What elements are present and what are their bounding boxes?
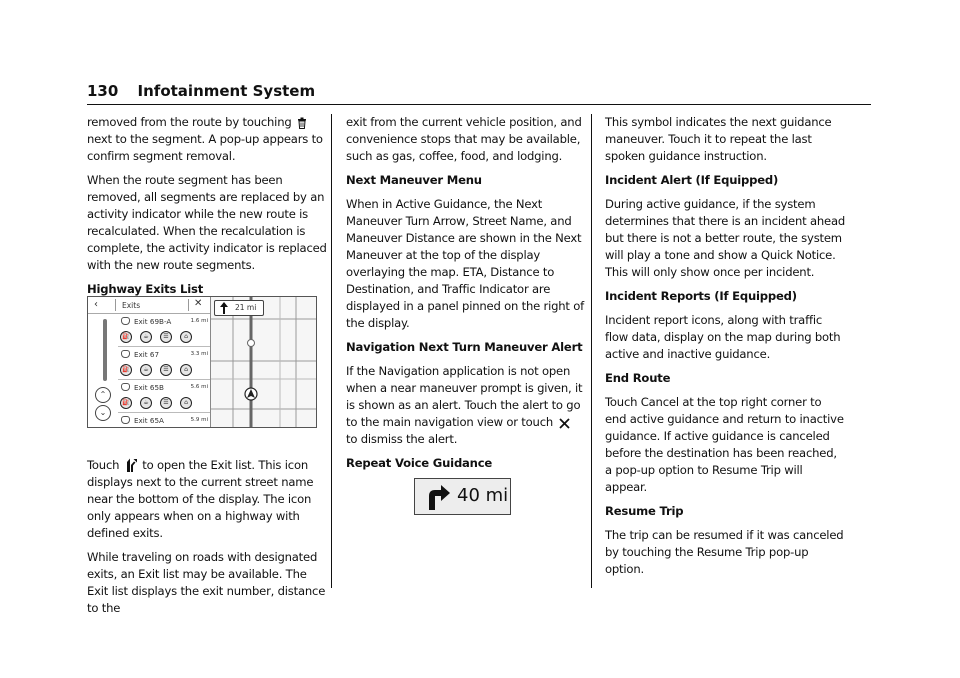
map-view[interactable]: [211, 297, 316, 427]
trash-icon: [297, 117, 307, 129]
exit-name-text: Exit 65B: [134, 383, 164, 392]
paragraph-incident-alert: During active guidance, if the system determines that there is an incident ahead but there is not a better route, the system will play a tone and show a Quick Notice. This will only show once per incident.: [605, 197, 846, 279]
text: If the Navigation application is not open when a near maneuver prompt is given, it is shown as an alert. Touch the alert to go to the main navigation view or touch: [346, 364, 583, 429]
heading-next-maneuver: Next Maneuver Menu: [346, 173, 482, 187]
paragraph-exit-info: exit from the current vehicle position, and convenience stops that may be available, such as gas, coffee, food, and lodging.: [346, 115, 582, 163]
exit-row[interactable]: [118, 413, 210, 428]
lodging-icon[interactable]: ⌂: [180, 364, 192, 376]
paragraph-incident-reports: Incident report icons, along with traffic flow data, display on the map during both active and inactive guidance.: [605, 313, 841, 361]
exit-row[interactable]: [118, 380, 210, 413]
header-rule: [87, 104, 871, 105]
paragraph-alert: [346, 363, 586, 448]
exit-list-title: Exits: [122, 301, 141, 310]
exit-name-text: Exit 67: [134, 350, 160, 359]
column-2: [346, 114, 586, 479]
text: next to the segment. A pop-up appears to confirm segment removal.: [87, 132, 323, 163]
food-icon[interactable]: ☰: [160, 397, 172, 409]
close-icon[interactable]: ✕: [194, 298, 203, 309]
paragraph-resume-trip: The trip can be resumed if it was canceled by touching the Resume Trip pop-up option.: [605, 528, 844, 576]
heading-resume-trip: Resume Trip: [605, 504, 684, 518]
exit-name-text: Exit 65A: [134, 416, 164, 425]
coffee-icon[interactable]: ☕: [140, 364, 152, 376]
map-roads: [211, 297, 316, 427]
exit-name: [121, 383, 164, 392]
paragraph-touch-exit: [87, 457, 327, 542]
exit-list-header: [88, 297, 210, 314]
exit-name: [121, 350, 159, 359]
text: to open the Exit list. This icon displays next to the current street name near the bottom of the display. The icon only appears when on a highway with defined exits.: [87, 458, 314, 540]
text: Touch: [87, 458, 120, 472]
exit-distance: 5.9 mi: [190, 417, 208, 423]
column-divider-2: [591, 114, 592, 588]
paragraph-exit-list: While traveling on roads with designated exits, an Exit list may be available. The Exit list displays the exit number, distance to the: [87, 550, 326, 615]
gas-icon[interactable]: ⛽: [120, 331, 132, 343]
exit-icon: [125, 458, 137, 472]
lodging-icon[interactable]: ⌂: [180, 397, 192, 409]
paragraph-active-guidance: When in Active Guidance, the Next Maneuver Turn Arrow, Street Name, and Maneuver Distance are shown in the Next Maneuver at the top of the display overlaying the map. ETA, Distance to Destination, and Traffic Indicator are displayed in a panel pinned on the right of the display.: [346, 197, 585, 330]
next-turn-button[interactable]: [414, 478, 511, 515]
exits-screenshot: [87, 296, 317, 428]
exit-list-panel: [88, 297, 211, 427]
scrollbar[interactable]: [103, 319, 107, 381]
section-title: Infotainment System: [137, 82, 316, 100]
exit-name: [121, 416, 164, 425]
coffee-icon[interactable]: ☕: [140, 331, 152, 343]
exit-pin-icon: [121, 383, 130, 391]
exit-pin-icon: [121, 317, 130, 325]
exit-name: [121, 317, 171, 326]
paragraph-symbol: This symbol indicates the next guidance maneuver. Touch it to repeat the last spoken guidance instruction.: [605, 115, 832, 163]
heading-end-route: End Route: [605, 371, 671, 385]
food-icon[interactable]: ☰: [160, 364, 172, 376]
exit-name-text: Exit 69B-A: [134, 317, 172, 326]
exit-distance: 1.6 mi: [190, 318, 208, 324]
exit-distance: 3.3 mi: [190, 351, 208, 357]
heading-incident-alert: Incident Alert (If Equipped): [605, 173, 779, 187]
heading-highway-exits: Highway Exits List: [87, 282, 204, 296]
turn-right-arrow-icon: [423, 483, 453, 511]
exit-pin-icon: [121, 350, 130, 358]
page-number: 130: [87, 82, 119, 100]
heading-turn-alert: Navigation Next Turn Maneuver Alert: [346, 340, 583, 354]
next-maneuver-distance[interactable]: [214, 300, 264, 316]
distance-text: 21 mi: [235, 303, 257, 312]
paragraph-segment-removal: [87, 114, 327, 165]
food-icon[interactable]: ☰: [160, 331, 172, 343]
exit-pin-icon: [121, 416, 130, 424]
coffee-icon[interactable]: ☕: [140, 397, 152, 409]
exit-row[interactable]: [118, 314, 210, 347]
gas-icon[interactable]: ⛽: [120, 397, 132, 409]
exit-distance: 5.6 mi: [190, 384, 208, 390]
text: removed from the route by touching: [87, 115, 292, 129]
lodging-icon[interactable]: ⌂: [180, 331, 192, 343]
heading-repeat-voice: Repeat Voice Guidance: [346, 456, 493, 470]
page-header: [87, 82, 315, 100]
divider: [115, 299, 116, 311]
exit-row[interactable]: [118, 347, 210, 380]
text: to dismiss the alert.: [346, 432, 458, 446]
gas-icon[interactable]: ⛽: [120, 364, 132, 376]
paragraph-recalculate: When the route segment has been removed, all segments are replaced by an activity indicator while the new route is recalculated. When the recalculation is complete, the activity indicator is replaced with the new route segments.: [87, 173, 327, 272]
column-divider-1: [331, 114, 332, 588]
heading-incident-reports: Incident Reports (If Equipped): [605, 289, 797, 303]
straight-arrow-icon: [219, 302, 229, 314]
scroll-up-button[interactable]: ⌃: [95, 387, 111, 403]
back-icon[interactable]: ‹: [94, 299, 98, 310]
column-3: [605, 114, 845, 585]
close-icon: [559, 418, 570, 429]
scroll-down-button[interactable]: ⌄: [95, 405, 111, 421]
paragraph-end-route: Touch Cancel at the top right corner to end active guidance and return to inactive guidance. If active guidance is canceled before the destination has been reached, a pop-up option to Resume Trip will appear.: [605, 395, 844, 494]
divider: [188, 299, 189, 311]
turn-distance: 40 mi: [457, 485, 509, 506]
